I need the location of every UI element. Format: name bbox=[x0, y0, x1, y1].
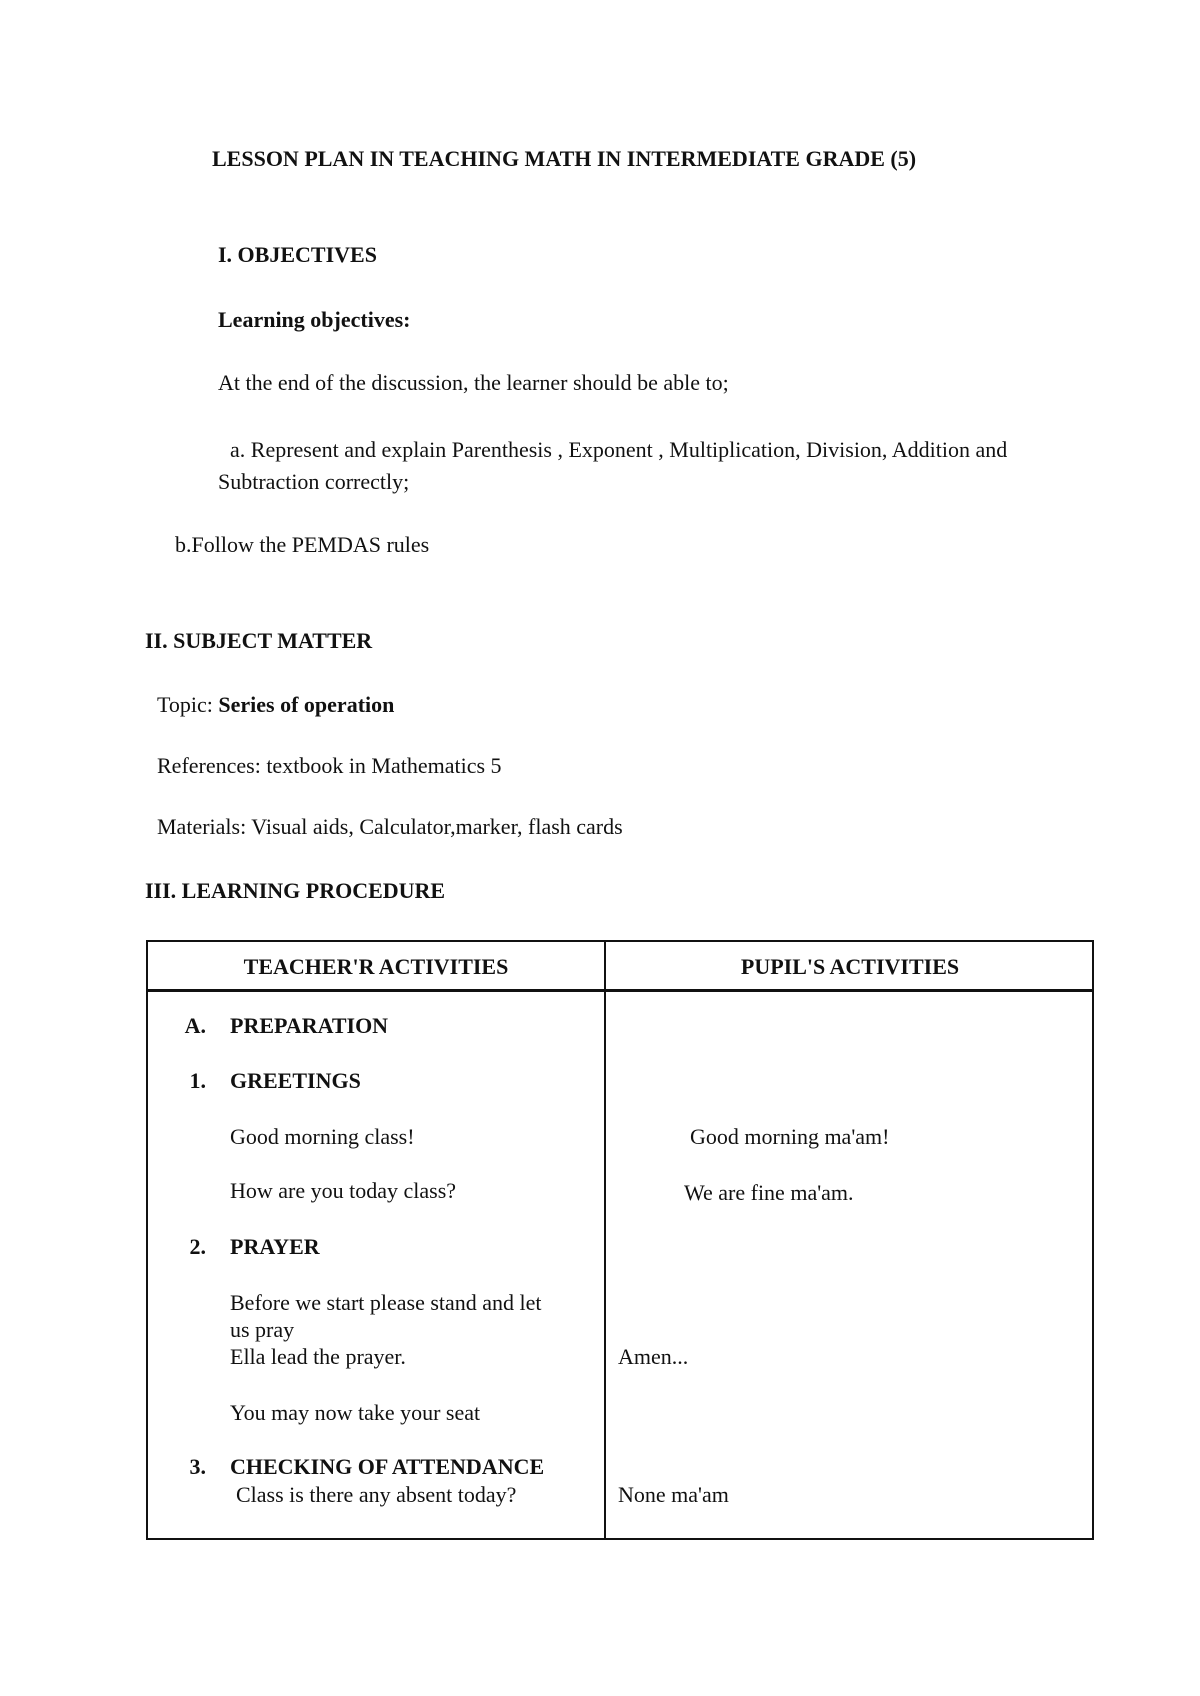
pupil-greeting: Good morning ma'am! bbox=[690, 1124, 890, 1149]
topic-label: Topic: bbox=[157, 692, 219, 717]
objectives-heading: I. OBJECTIVES bbox=[218, 242, 377, 267]
section-a-letter: A. bbox=[184, 1013, 206, 1038]
references-line: References: textbook in Mathematics 5 bbox=[157, 753, 502, 778]
teacher-activities-header: TEACHER'R ACTIVITIES bbox=[243, 954, 509, 979]
topic-line bbox=[157, 692, 394, 718]
pupil-activities-header: PUPIL'S ACTIVITIES bbox=[740, 954, 960, 979]
item-1-title: GREETINGS bbox=[230, 1068, 361, 1093]
subject-matter-heading: II. SUBJECT MATTER bbox=[145, 628, 373, 653]
teacher-greeting: Good morning class! bbox=[230, 1124, 415, 1149]
pupil-fine-response: We are fine ma'am. bbox=[684, 1180, 854, 1205]
item-2-number: 2. bbox=[189, 1234, 206, 1259]
pupil-amen: Amen... bbox=[618, 1344, 689, 1369]
procedure-table bbox=[146, 940, 1094, 1540]
teacher-prayer-line-2: us pray bbox=[230, 1317, 295, 1342]
materials-line: Materials: Visual aids, Calculator,marker, flash cards bbox=[157, 814, 623, 839]
pupil-attendance-response: None ma'am bbox=[618, 1482, 729, 1507]
objective-item-b: b.Follow the PEMDAS rules bbox=[175, 532, 430, 557]
teacher-how-are-you: How are you today class? bbox=[230, 1178, 457, 1203]
learning-procedure-heading: III. LEARNING PROCEDURE bbox=[145, 878, 446, 903]
section-a-title: PREPARATION bbox=[230, 1013, 389, 1038]
teacher-attendance-question: Class is there any absent today? bbox=[236, 1482, 517, 1507]
item-1-number: 1. bbox=[189, 1068, 206, 1093]
document-title: LESSON PLAN IN TEACHING MATH IN INTERMEDIATE GRADE (5) bbox=[212, 146, 917, 171]
objective-item-a: a. Represent and explain Parenthesis , Exponent , Multiplication, Division, Addition and Subtraction correctly; bbox=[218, 437, 1008, 494]
objectives-intro: At the end of the discussion, the learner should be able to; bbox=[218, 370, 729, 395]
item-3-number: 3. bbox=[189, 1454, 206, 1479]
item-2-title: PRAYER bbox=[230, 1234, 320, 1259]
teacher-take-seat: You may now take your seat bbox=[230, 1400, 481, 1425]
teacher-prayer-line-3: Ella lead the prayer. bbox=[230, 1344, 406, 1369]
learning-objectives-subheading: Learning objectives: bbox=[218, 307, 411, 332]
item-3-title: CHECKING OF ATTENDANCE bbox=[230, 1454, 545, 1479]
column-divider bbox=[604, 942, 606, 1538]
table-header-row bbox=[148, 942, 1092, 992]
teacher-prayer-line-1: Before we start please stand and let bbox=[230, 1290, 542, 1315]
topic-value: Series of operation bbox=[218, 692, 395, 717]
